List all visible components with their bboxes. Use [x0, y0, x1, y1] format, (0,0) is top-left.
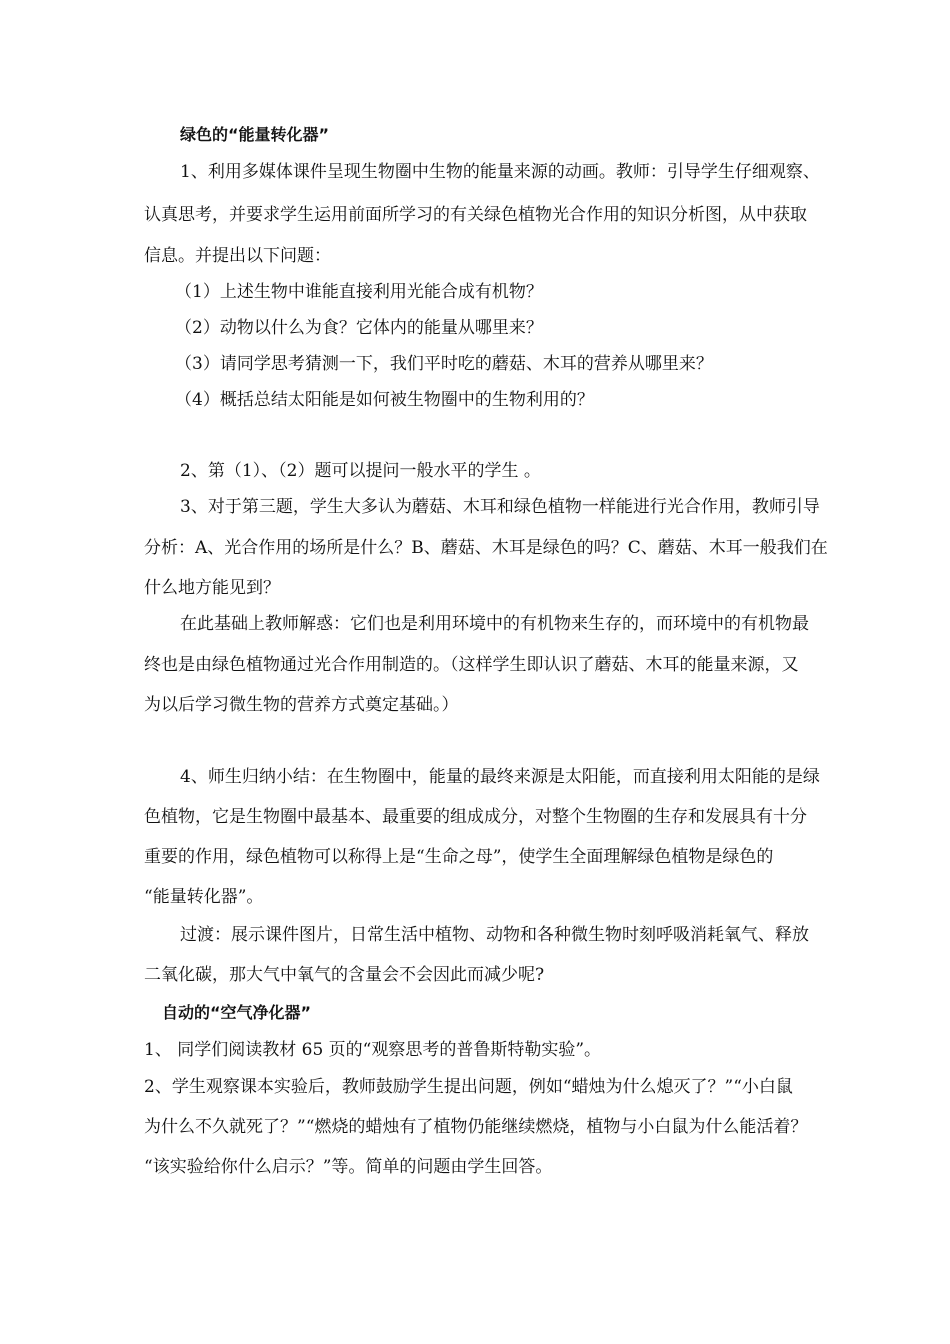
paragraph-line: 为以后学习微生物的营养方式奠定基础。） — [144, 695, 459, 715]
paragraph-line: 重要的作用，绿色植物可以称得上是“生命之母”，使学生全面理解绿色植物是绿色的 — [144, 847, 774, 867]
paragraph-line: 二氧化碳，那大气中氧气的含量会不会因此而减少呢? — [144, 965, 545, 985]
paragraph-line: 在此基础上教师解惑：它们也是利用环境中的有机物来生存的，而环境中的有机物最 — [180, 614, 809, 634]
paragraph-line: 2、学生观察课本实验后，教师鼓励学生提出问题，例如“蜡烛为什么熄灭了？”“小白鼠 — [144, 1077, 793, 1097]
paragraph-line: 过渡：展示课件图片，日常生活中植物、动物和各种微生物时刻呼吸消耗氧气、释放 — [180, 925, 809, 945]
question-item: （1）上述生物中谁能直接利用光能合成有机物？ — [175, 282, 543, 302]
question-item: （3）请同学思考猜测一下，我们平时吃的蘑菇、木耳的营养从哪里来？ — [175, 354, 713, 374]
paragraph-line: 3、对于第三题，学生大多认为蘑菇、木耳和绿色植物一样能进行光合作用，教师引导 — [180, 497, 820, 517]
paragraph-line: “该实验给你什么启示？”等。简单的问题由学生回答。 — [144, 1157, 553, 1177]
paragraph-line: 终也是由绿色植物通过光合作用制造的。（这样学生即认识了蘑菇、木耳的能量来源，又 — [144, 655, 799, 675]
section-heading-energy-converter: 绿色的“能量转化器” — [180, 125, 330, 144]
paragraph-line: 1、利用多媒体课件呈现生物圈中生物的能量来源的动画。教师：引导学生仔细观察、 — [180, 162, 820, 182]
paragraph-line: 什么地方能见到？ — [144, 578, 280, 598]
paragraph-line: 2、第（1）、（2）题可以提问一般水平的学生 。 — [180, 461, 541, 481]
paragraph-line: 色植物，它是生物圈中最基本、最重要的组成成分，对整个生物圈的生存和发展具有十分 — [144, 807, 807, 827]
paragraph-line: “能量转化器”。 — [144, 887, 264, 907]
paragraph-line: 1、 同学们阅读教材 65 页的“观察思考的普鲁斯特勒实验”。 — [144, 1040, 602, 1060]
paragraph-line: 为什么不久就死了？”“燃烧的蜡烛有了植物仍能继续燃烧，植物与小白鼠为什么能活着？ — [144, 1117, 808, 1137]
paragraph-line: 信息。并提出以下问题： — [144, 246, 331, 266]
question-item: （4）概括总结太阳能是如何被生物圈中的生物利用的？ — [175, 390, 594, 410]
paragraph-line: 分析：A、光合作用的场所是什么？B、蘑菇、木耳是绿色的吗？C、蘑菇、木耳一般我们在 — [144, 538, 828, 558]
paragraph-line: 4、师生归纳小结：在生物圈中，能量的最终来源是太阳能，而直接利用太阳能的是绿 — [180, 767, 820, 787]
paragraph-line: 认真思考，并要求学生运用前面所学习的有关绿色植物光合作用的知识分析图，从中获取 — [144, 205, 807, 225]
question-item: （2）动物以什么为食？它体内的能量从哪里来？ — [175, 318, 543, 338]
section-heading-air-purifier: 自动的“空气净化器” — [162, 1003, 312, 1022]
